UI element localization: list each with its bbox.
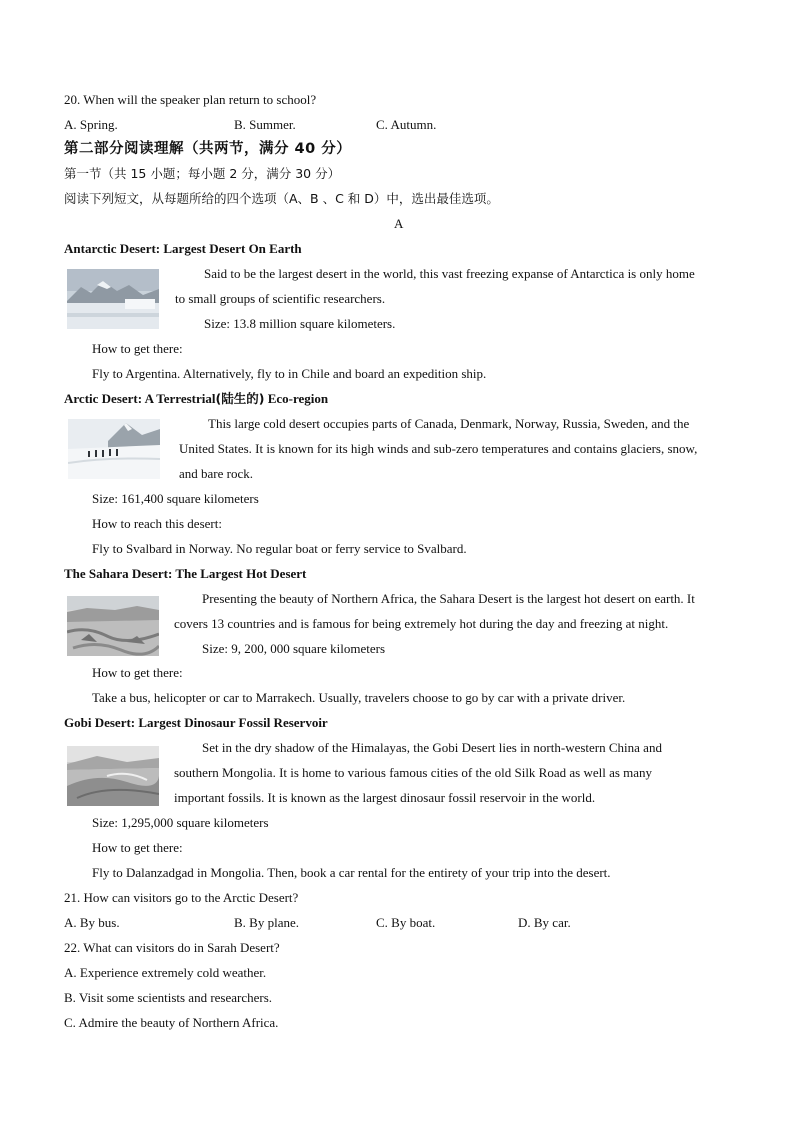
passage-letter: A — [394, 216, 404, 231]
question-20: 20. When will the speaker plan return to school? — [64, 92, 317, 107]
arctic-size: Size: 161,400 square kilometers — [92, 491, 259, 506]
gobi-image — [67, 746, 159, 806]
gobi-route: Fly to Dalanzadgad in Mongolia. Then, book a car rental for the entirety of your trip into the desert. — [92, 865, 611, 880]
sahara-canyon-photo — [67, 596, 159, 656]
sahara-how-label: How to get there: — [92, 665, 183, 680]
question-22: 22. What can visitors do in Sarah Desert? — [64, 940, 280, 955]
gobi-desc-line-3: important fossils. It is known as the largest dinosaur fossil reservoir in the world. — [174, 790, 596, 805]
arctic-desc-line-2: United States. It is known for its high winds and sub-zero temperatures and contains glaciers, snow, — [179, 441, 698, 456]
antarctic-desc-line-2: to small groups of scientific researchers. — [175, 291, 386, 306]
q22-option-c: C. Admire the beauty of Northern Africa. — [64, 1015, 279, 1030]
sahara-route: Take a bus, helicopter or car to Marrakech. Usually, travelers choose to go by car with a private driver. — [92, 690, 626, 705]
part2-section: 第一节（共 15 小题；每小题 2 分，满分 30 分） — [64, 166, 341, 181]
gobi-desc-line-1: Set in the dry shadow of the Himalayas, the Gobi Desert lies in north-western China and — [202, 740, 662, 755]
sahara-image — [67, 596, 159, 656]
antarctic-how-label: How to get there: — [92, 341, 183, 356]
sahara-desc-line-2: covers 13 countries and is famous for being extremely hot during the day and freezing at night. — [174, 616, 669, 631]
q20-option-a: A. Spring. — [64, 117, 118, 132]
q21-option-c: C. By boat. — [376, 915, 436, 930]
q21-option-b: B. By plane. — [234, 915, 299, 930]
arctic-how-label: How to reach this desert: — [92, 516, 222, 531]
gobi-size: Size: 1,295,000 square kilometers — [92, 815, 269, 830]
sahara-size: Size: 9, 200, 000 square kilometers — [202, 641, 386, 656]
q20-option-c: C. Autumn. — [376, 117, 437, 132]
gobi-how-label: How to get there: — [92, 840, 183, 855]
arctic-desc-line-1: This large cold desert occupies parts of Canada, Denmark, Norway, Russia, Sweden, and the — [208, 416, 690, 431]
q21-option-a: A. By bus. — [64, 915, 120, 930]
arctic-title — [64, 391, 328, 407]
q20-option-b: B. Summer. — [234, 117, 296, 132]
q22-option-b: B. Visit some scientists and researchers. — [64, 990, 273, 1005]
sahara-title: The Sahara Desert: The Largest Hot Desert — [64, 566, 307, 581]
gobi-desc-line-2: southern Mongolia. It is home to various famous cities of the old Silk Road as well as many — [174, 765, 653, 780]
antarctic-desc-line-1: Said to be the largest desert in the world, this vast freezing expanse of Antarctica is only home — [204, 266, 695, 281]
arctic-title-cn: (陆生的) — [215, 391, 265, 406]
antarctic-title: Antarctic Desert: Largest Desert On Earth — [64, 241, 302, 256]
arctic-title-end: Eco-region — [264, 391, 329, 406]
q21-option-d: D. By car. — [518, 915, 571, 930]
antarctic-image — [67, 269, 159, 329]
arctic-title-main: Arctic Desert: A Terrestrial — [64, 391, 216, 406]
antarctic-landscape-photo — [67, 269, 159, 329]
part2-instruction: 阅读下列短文，从每题所给的四个选项（A、B 、C 和 D）中，选出最佳选项。 — [64, 191, 499, 206]
q22-option-a: A. Experience extremely cold weather. — [64, 965, 267, 980]
arctic-route: Fly to Svalbard in Norway. No regular boat or ferry service to Svalbard. — [92, 541, 467, 556]
part2-title: 第二部分阅读理解（共两节，满分 40 分） — [64, 141, 352, 157]
arctic-image — [68, 419, 160, 479]
gobi-title: Gobi Desert: Largest Dinosaur Fossil Reservoir — [64, 715, 328, 730]
sahara-desc-line-1: Presenting the beauty of Northern Africa, the Sahara Desert is the largest hot desert on earth. It — [202, 591, 695, 606]
gobi-dunes-photo — [67, 746, 159, 806]
antarctic-route: Fly to Argentina. Alternatively, fly to in Chile and board an expedition ship. — [92, 366, 487, 381]
antarctic-size: Size: 13.8 million square kilometers. — [204, 316, 396, 331]
question-21: 21. How can visitors go to the Arctic Desert? — [64, 890, 299, 905]
arctic-hikers-photo — [68, 419, 160, 479]
arctic-desc-line-3: and bare rock. — [179, 466, 253, 481]
